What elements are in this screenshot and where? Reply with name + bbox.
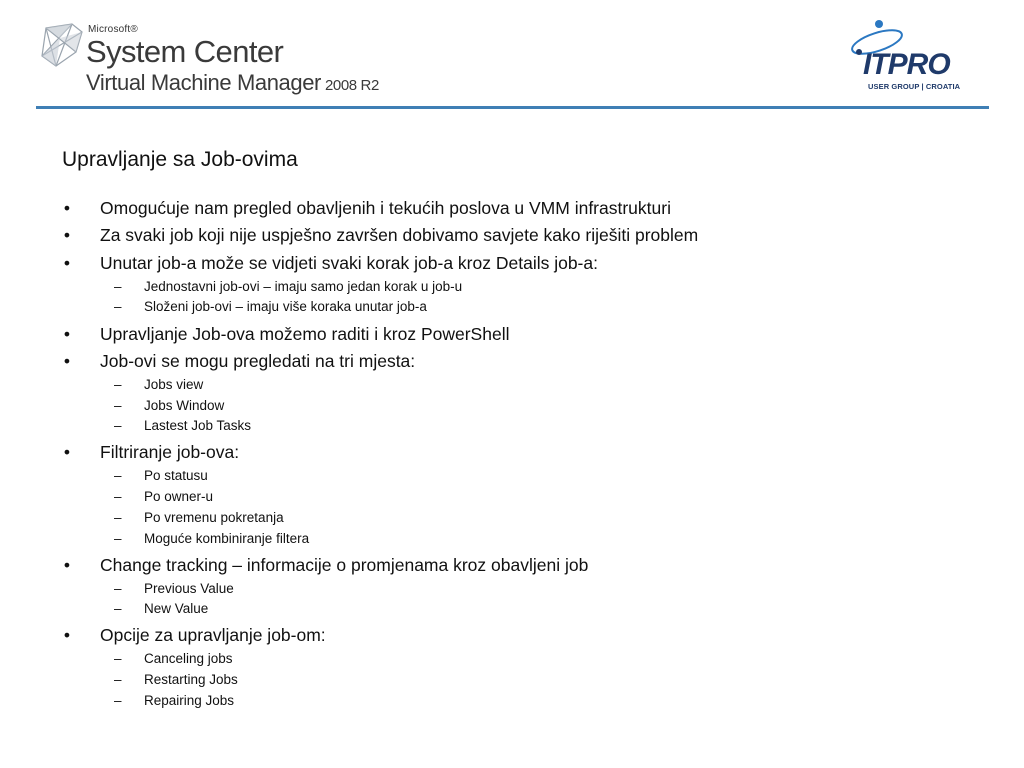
sub-bullet-text: New Value — [144, 601, 209, 617]
itpro-tagline: USER GROUP | CROATIA — [868, 82, 961, 91]
sub-bullet-text: Jobs view — [144, 376, 204, 392]
sub-bullet-text: Repairing Jobs — [144, 692, 235, 708]
bullet-text: Za svaki job koji nije uspješno završen dobivamo savjete kako riješiti problem — [100, 225, 699, 246]
sub-bullet-item — [62, 529, 982, 550]
dash-marker: – — [114, 580, 122, 596]
microsoft-brand: Microsoft® — [88, 24, 138, 35]
sub-bullet-item — [62, 277, 982, 298]
vmm-subtitle — [86, 70, 379, 96]
bullet-list — [62, 196, 982, 712]
bullet-item — [62, 196, 982, 220]
bullet-item — [62, 322, 982, 346]
dash-marker: – — [114, 651, 122, 667]
bullet-text: Job-ovi se mogu pregledati na tri mjesta: — [100, 350, 416, 371]
sub-bullet-item — [62, 375, 982, 396]
bullet-text: Omogućuje nam pregled obavljenih i tekućih poslova u VMM infrastrukturi — [100, 198, 671, 218]
system-center-emblem-icon — [38, 22, 86, 72]
sub-bullet-text: Previous Value — [144, 580, 234, 596]
dash-marker: – — [114, 468, 122, 484]
sub-bullet-item — [62, 297, 982, 318]
sub-bullet-item — [62, 649, 982, 670]
bullet-text: Unutar job-a može se vidjeti svaki korak job-a kroz Details job-a: — [100, 252, 598, 273]
sub-bullet-item — [62, 599, 982, 620]
bullet-item — [62, 251, 982, 318]
dash-marker: – — [114, 376, 122, 392]
system-center-logo — [38, 18, 398, 94]
slide-header — [0, 0, 1024, 110]
bullet-item — [62, 623, 982, 711]
dash-marker: – — [114, 397, 122, 413]
bullet-marker: • — [63, 625, 71, 646]
sub-bullet-text: Po owner-u — [144, 489, 214, 505]
sub-bullet-text: Restarting Jobs — [144, 672, 238, 688]
header-rule — [36, 106, 989, 109]
bullet-marker: • — [63, 350, 71, 371]
sub-bullet-list — [100, 277, 982, 318]
sub-bullet-list — [100, 375, 982, 437]
sub-bullet-text: Složeni job-ovi – imaju više koraka unutar job-a — [144, 299, 427, 315]
sub-bullet-item — [62, 670, 982, 691]
sub-bullet-text: Po statusu — [144, 468, 208, 484]
dash-marker: – — [114, 278, 122, 294]
bullet-text: Change tracking – informacije o promjenama kroz obavljeni job — [100, 554, 589, 575]
slide-content — [62, 148, 982, 715]
bullet-item — [62, 553, 982, 620]
dash-marker: – — [114, 509, 122, 525]
sub-bullet-text: Jednostavni job-ovi – imaju samo jedan korak u job-u — [144, 278, 463, 294]
sub-bullet-item — [62, 416, 982, 437]
sub-bullet-text: Po vremenu pokretanja — [144, 509, 284, 525]
sub-bullet-list — [100, 466, 982, 549]
sub-bullet-item — [62, 487, 982, 508]
vmm-version: 2008 R2 — [324, 77, 379, 94]
bullet-marker: • — [63, 442, 71, 463]
dash-marker: – — [114, 418, 122, 434]
bullet-marker: • — [63, 323, 71, 344]
sub-bullet-item — [62, 396, 982, 417]
dash-marker: – — [114, 672, 122, 688]
sub-bullet-text: Jobs Window — [144, 397, 225, 413]
sub-bullet-text: Canceling jobs — [144, 651, 233, 667]
bullet-marker: • — [63, 198, 71, 218]
bullet-text: Filtriranje job-ova: — [100, 442, 240, 463]
dash-marker: – — [114, 601, 122, 617]
dash-marker: – — [114, 489, 122, 505]
bullet-item — [62, 440, 982, 549]
bullet-marker: • — [63, 554, 71, 575]
dash-marker: – — [114, 692, 122, 708]
bullet-marker: • — [63, 225, 71, 246]
sub-bullet-item — [62, 508, 982, 529]
vmm-subtitle-text: Virtual Machine Manager — [86, 70, 321, 95]
sub-bullet-item — [62, 466, 982, 487]
slide-title: Upravljanje sa Job-ovima — [62, 148, 298, 171]
bullet-marker: • — [63, 252, 71, 273]
system-center-title: System Center — [86, 34, 284, 69]
dash-marker: – — [114, 299, 122, 315]
sub-bullet-text: Lastest Job Tasks — [144, 418, 252, 434]
sub-bullet-list — [100, 649, 982, 711]
bullet-text: Opcije za upravljanje job-om: — [100, 625, 326, 646]
sub-bullet-item — [62, 691, 982, 712]
bullet-text: Upravljanje Job-ova možemo raditi i kroz PowerShell — [100, 323, 510, 344]
sub-bullet-item — [62, 579, 982, 600]
sub-bullet-list — [100, 579, 982, 620]
dash-marker: – — [114, 530, 122, 546]
itpro-logo-text: ITPRO — [863, 48, 950, 81]
bullet-item — [62, 349, 982, 437]
bullet-item — [62, 223, 982, 247]
sub-bullet-text: Moguće kombiniranje filtera — [144, 530, 310, 546]
